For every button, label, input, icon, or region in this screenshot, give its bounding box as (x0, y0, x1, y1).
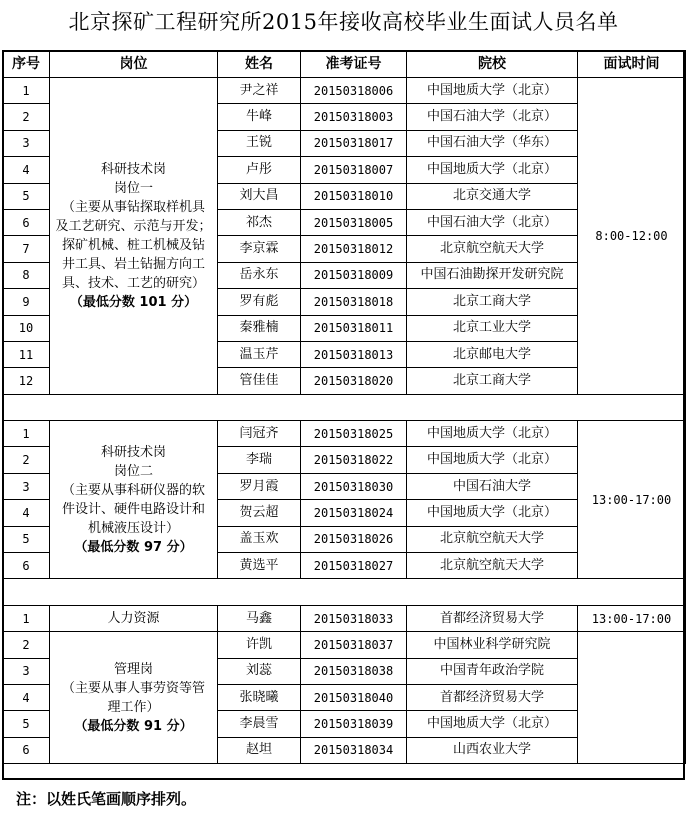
cell-exam-id: 20150318005 (301, 209, 407, 235)
spacer-row (3, 579, 686, 605)
cell-exam-id: 20150318018 (301, 289, 407, 315)
table-row (3, 78, 686, 104)
position-description-line: 件设计、硬件电路设计和 (61, 501, 205, 517)
cell-name: 盖玉欢 (218, 526, 301, 552)
cell-school: 北京交通大学 (407, 183, 578, 209)
cell-school: 北京邮电大学 (407, 341, 578, 367)
cell-interview-time: 13:00-17:00 (578, 421, 686, 579)
position-description-line: 岗位一 (113, 180, 153, 196)
cell-name: 罗月霞 (218, 473, 301, 499)
cell-exam-id: 20150318010 (301, 183, 407, 209)
cell-seq: 1 (3, 421, 50, 447)
cell-seq: 12 (3, 368, 50, 394)
spacer-row (3, 394, 686, 420)
spacer-cell (3, 579, 686, 605)
header-name: 姓名 (218, 51, 301, 78)
cell-exam-id: 20150318022 (301, 447, 407, 473)
cell-school: 中国地质大学（北京） (407, 78, 578, 104)
cell-seq: 10 (3, 315, 50, 341)
cell-exam-id: 20150318038 (301, 658, 407, 684)
cell-name: 李瑞 (218, 447, 301, 473)
position-description-line: 科研技术岗 (100, 161, 166, 177)
position-description-line: 井工具、岩土钻掘方向工 (61, 256, 205, 272)
cell-school: 山西农业大学 (407, 737, 578, 763)
cell-seq: 2 (3, 632, 50, 658)
position-description-line: 及工艺研究、示范与开发； (55, 218, 212, 234)
cell-seq: 3 (3, 130, 50, 156)
cell-school: 北京航空航天大学 (407, 526, 578, 552)
position-description-line: 具、技术、工艺的研究） (61, 275, 205, 291)
cell-name: 赵坦 (218, 737, 301, 763)
cell-interview-time: 8:00-12:00 (578, 78, 686, 395)
cell-interview-time: 13:00-17:00 (578, 605, 686, 631)
cell-name: 祁杰 (218, 209, 301, 235)
cell-name: 罗有彪 (218, 289, 301, 315)
cell-school: 中国石油大学（北京） (407, 209, 578, 235)
table-row (3, 632, 686, 658)
cell-name: 黄选平 (218, 553, 301, 579)
minimum-score: （最低分数 97 分） (74, 539, 193, 555)
position-description-line: （主要从事钻探取样机具 (61, 199, 205, 215)
cell-school: 中国地质大学（北京） (407, 157, 578, 183)
header-exam-id: 准考证号 (301, 51, 407, 78)
page-title: 北京探矿工程研究所2015年接收高校毕业生面试人员名单 (68, 10, 619, 34)
cell-name: 刘大昌 (218, 183, 301, 209)
cell-position: 人力资源 (50, 605, 218, 631)
cell-school: 北京工业大学 (407, 315, 578, 341)
header-school: 院校 (407, 51, 578, 78)
cell-seq: 1 (3, 78, 50, 104)
cell-exam-id: 20150318039 (301, 711, 407, 737)
position-description-line: 理工作） (107, 699, 160, 715)
cell-seq: 7 (3, 236, 50, 262)
header-time: 面试时间 (578, 51, 686, 78)
cell-school: 中国石油勘探开发研究院 (407, 262, 578, 288)
cell-position (50, 632, 218, 764)
cell-name: 牛峰 (218, 104, 301, 130)
cell-exam-id: 20150318040 (301, 684, 407, 710)
cell-school: 中国地质大学（北京） (407, 421, 578, 447)
cell-school: 中国石油大学（北京） (407, 104, 578, 130)
cell-school: 中国石油大学（华东） (407, 130, 578, 156)
cell-seq: 11 (3, 341, 50, 367)
cell-exam-id: 20150318037 (301, 632, 407, 658)
cell-seq: 9 (3, 289, 50, 315)
position-description-line: 岗位二 (113, 463, 153, 479)
cell-school: 北京工商大学 (407, 368, 578, 394)
spacer-cell (3, 394, 686, 420)
cell-exam-id: 20150318011 (301, 315, 407, 341)
cell-exam-id: 20150318006 (301, 78, 407, 104)
cell-interview-time (578, 632, 686, 764)
cell-seq: 6 (3, 209, 50, 235)
cell-seq: 4 (3, 684, 50, 710)
cell-school: 中国林业科学研究院 (407, 632, 578, 658)
cell-exam-id: 20150318003 (301, 104, 407, 130)
cell-name: 贺云超 (218, 500, 301, 526)
cell-exam-id: 20150318027 (301, 553, 407, 579)
cell-seq: 3 (3, 473, 50, 499)
cell-school: 中国地质大学（北京） (407, 711, 578, 737)
cell-school: 首都经济贸易大学 (407, 605, 578, 631)
position-description-line: 管理岗 (113, 661, 153, 677)
cell-name: 李晨雪 (218, 711, 301, 737)
minimum-score: （最低分数 101 分） (69, 294, 198, 310)
minimum-score: （最低分数 91 分） (74, 718, 193, 734)
cell-school: 北京航空航天大学 (407, 236, 578, 262)
cell-exam-id: 20150318026 (301, 526, 407, 552)
cell-school: 首都经济贸易大学 (407, 684, 578, 710)
cell-name: 温玉芹 (218, 341, 301, 367)
cell-exam-id: 20150318007 (301, 157, 407, 183)
candidate-table (2, 50, 686, 764)
cell-name: 管佳佳 (218, 368, 301, 394)
cell-exam-id: 20150318030 (301, 473, 407, 499)
cell-name: 许凯 (218, 632, 301, 658)
cell-exam-id: 20150318033 (301, 605, 407, 631)
header-seq: 序号 (3, 51, 50, 78)
cell-seq: 5 (3, 183, 50, 209)
cell-name: 马鑫 (218, 605, 301, 631)
cell-exam-id: 20150318034 (301, 737, 407, 763)
position-description-line: 机械液压设计） (87, 520, 179, 536)
cell-seq: 3 (3, 658, 50, 684)
cell-name: 张晓曦 (218, 684, 301, 710)
header-position: 岗位 (50, 51, 218, 78)
cell-school: 中国地质大学（北京） (407, 447, 578, 473)
cell-name: 尹之祥 (218, 78, 301, 104)
cell-name: 刘蕊 (218, 658, 301, 684)
cell-name: 王锐 (218, 130, 301, 156)
position-description-line: 科研技术岗 (100, 444, 166, 460)
position-description-line: （主要从事人事劳资等管 (61, 680, 205, 696)
cell-exam-id: 20150318013 (301, 341, 407, 367)
cell-seq: 6 (3, 737, 50, 763)
footnote: 注：以姓氏笔画顺序排列。 (16, 790, 197, 808)
table-row (3, 605, 686, 631)
cell-name: 岳永东 (218, 262, 301, 288)
cell-school: 北京航空航天大学 (407, 553, 578, 579)
cell-exam-id: 20150318025 (301, 421, 407, 447)
cell-school: 北京工商大学 (407, 289, 578, 315)
cell-seq: 2 (3, 104, 50, 130)
cell-seq: 5 (3, 711, 50, 737)
cell-name: 秦雅楠 (218, 315, 301, 341)
cell-seq: 2 (3, 447, 50, 473)
cell-school: 中国青年政治学院 (407, 658, 578, 684)
cell-name: 闫冠齐 (218, 421, 301, 447)
cell-position (50, 78, 218, 395)
cell-seq: 4 (3, 157, 50, 183)
cell-exam-id: 20150318012 (301, 236, 407, 262)
cell-seq: 5 (3, 526, 50, 552)
cell-seq: 1 (3, 605, 50, 631)
cell-name: 李京霖 (218, 236, 301, 262)
cell-seq: 6 (3, 553, 50, 579)
cell-exam-id: 20150318020 (301, 368, 407, 394)
cell-seq: 8 (3, 262, 50, 288)
cell-school: 中国地质大学（北京） (407, 500, 578, 526)
table-row (3, 421, 686, 447)
cell-exam-id: 20150318017 (301, 130, 407, 156)
cell-position (50, 421, 218, 579)
cell-name: 卢彤 (218, 157, 301, 183)
cell-seq: 4 (3, 500, 50, 526)
position-description-line: （主要从事科研仪器的软 (61, 482, 205, 498)
cell-exam-id: 20150318009 (301, 262, 407, 288)
position-description-line: 探矿机械、桩工机械及钻 (61, 237, 205, 253)
cell-exam-id: 20150318024 (301, 500, 407, 526)
cell-school: 中国石油大学 (407, 473, 578, 499)
table-header-row (3, 51, 686, 78)
